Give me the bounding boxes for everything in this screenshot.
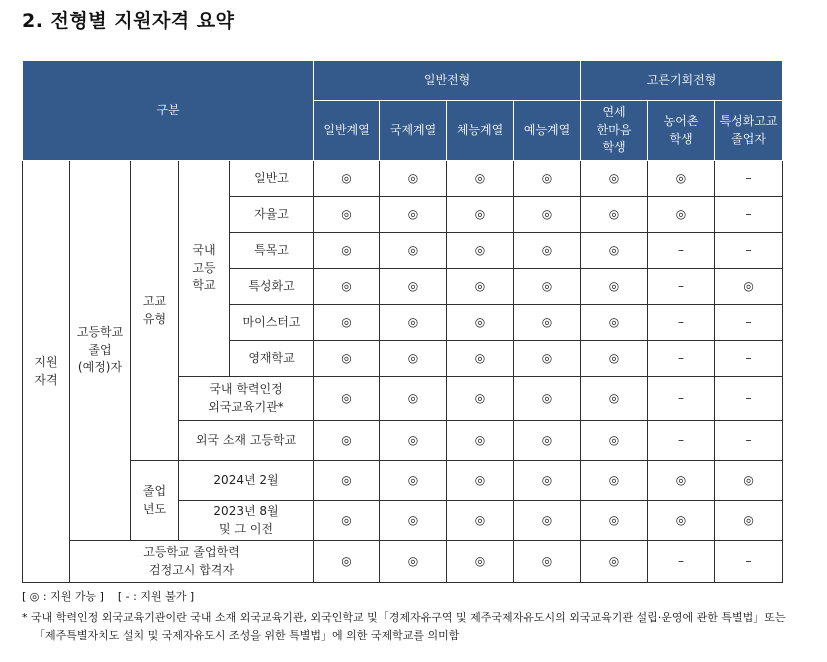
table-row (23, 461, 783, 501)
availability-cell: ◎ (380, 501, 447, 541)
table-row (23, 161, 783, 197)
col-header: 예능계열 (514, 101, 581, 161)
availability-cell: ◎ (380, 421, 447, 461)
availability-cell: – (648, 341, 715, 377)
row-label: 국내 학력인정 외국교육기관* (179, 377, 314, 421)
availability-cell: ◎ (581, 341, 648, 377)
header-category: 구분 (23, 61, 314, 161)
availability-cell: ◎ (581, 421, 648, 461)
availability-cell: ◎ (715, 269, 783, 305)
availability-cell: ◎ (447, 541, 514, 583)
availability-cell: ◎ (648, 161, 715, 197)
label-grad-year: 졸업 년도 (131, 461, 179, 541)
availability-cell: ◎ (380, 233, 447, 269)
availability-cell: ◎ (514, 233, 581, 269)
row-label: 2024년 2월 (179, 461, 314, 501)
availability-cell: ◎ (447, 161, 514, 197)
availability-cell: ◎ (514, 305, 581, 341)
availability-cell: ◎ (514, 461, 581, 501)
availability-cell: ◎ (514, 421, 581, 461)
availability-cell: ◎ (447, 233, 514, 269)
availability-cell: ◎ (514, 377, 581, 421)
availability-cell: – (715, 197, 783, 233)
availability-cell: ◎ (581, 461, 648, 501)
availability-cell: ◎ (314, 305, 380, 341)
availability-cell: ◎ (581, 161, 648, 197)
availability-cell: ◎ (581, 541, 648, 583)
availability-cell: ◎ (581, 305, 648, 341)
availability-cell: ◎ (581, 501, 648, 541)
availability-cell: ◎ (715, 461, 783, 501)
legend: [ ◎ : 지원 가능 ] [ - : 지원 불가 ] (22, 590, 195, 603)
availability-cell: ◎ (314, 161, 380, 197)
availability-cell: – (715, 421, 783, 461)
row-label: 일반고 (230, 161, 314, 197)
availability-cell: ◎ (447, 461, 514, 501)
availability-cell: ◎ (447, 305, 514, 341)
availability-cell: – (648, 377, 715, 421)
availability-cell: ◎ (314, 197, 380, 233)
availability-cell: ◎ (581, 377, 648, 421)
availability-cell: ◎ (314, 377, 380, 421)
availability-cell: – (648, 541, 715, 583)
availability-cell: ◎ (447, 341, 514, 377)
header-group-general: 일반전형 (314, 61, 581, 101)
availability-cell: ◎ (380, 197, 447, 233)
table-row (23, 541, 783, 583)
availability-cell: ◎ (380, 161, 447, 197)
availability-cell: ◎ (648, 501, 715, 541)
row-label: 2023년 8월 및 그 이전 (179, 501, 314, 541)
availability-cell: ◎ (447, 269, 514, 305)
col-header: 국제계열 (380, 101, 447, 161)
availability-cell: ◎ (447, 197, 514, 233)
row-label-ged: 고등학교 졸업학력 검정고시 합격자 (70, 541, 314, 583)
availability-cell: ◎ (314, 501, 380, 541)
availability-cell: ◎ (648, 197, 715, 233)
availability-cell: – (648, 305, 715, 341)
row-label: 특성화고 (230, 269, 314, 305)
availability-cell: ◎ (314, 269, 380, 305)
label-hs-graduate: 고등학교 졸업 (예정)자 (70, 161, 131, 541)
availability-cell: ◎ (380, 269, 447, 305)
availability-cell: ◎ (380, 305, 447, 341)
availability-cell: – (715, 161, 783, 197)
row-label: 외국 소재 고등학교 (179, 421, 314, 461)
availability-cell: – (648, 233, 715, 269)
availability-cell: – (715, 377, 783, 421)
availability-cell: – (648, 269, 715, 305)
availability-cell: ◎ (581, 197, 648, 233)
availability-cell: – (715, 233, 783, 269)
label-school-type: 고교 유형 (131, 161, 179, 461)
col-header: 체능계열 (447, 101, 514, 161)
availability-cell: – (715, 305, 783, 341)
availability-cell: ◎ (380, 341, 447, 377)
availability-cell: ◎ (514, 501, 581, 541)
table-body (23, 161, 783, 583)
section-title: 2. 전형별 지원자격 요약 (22, 10, 235, 32)
availability-cell: – (715, 541, 783, 583)
availability-cell: ◎ (581, 269, 648, 305)
col-header: 특성화고교 졸업자 (715, 101, 783, 161)
availability-cell: – (715, 341, 783, 377)
label-eligibility: 지원 자격 (23, 161, 70, 583)
eligibility-table (22, 60, 783, 583)
availability-cell: ◎ (314, 541, 380, 583)
availability-cell: ◎ (715, 501, 783, 541)
row-label: 특목고 (230, 233, 314, 269)
col-header: 농어촌 학생 (648, 101, 715, 161)
availability-cell: ◎ (314, 233, 380, 269)
availability-cell: ◎ (447, 377, 514, 421)
col-header: 연세 한마음 학생 (581, 101, 648, 161)
availability-cell: ◎ (380, 541, 447, 583)
col-header: 일반계열 (314, 101, 380, 161)
availability-cell: – (648, 421, 715, 461)
availability-cell: ◎ (447, 501, 514, 541)
availability-cell: ◎ (514, 197, 581, 233)
availability-cell: ◎ (314, 461, 380, 501)
availability-cell: ◎ (380, 461, 447, 501)
row-label: 영재학교 (230, 341, 314, 377)
footnote-line-2: 「제주특별자치도 설치 및 국제자유도시 조성을 위한 특별법」에 의한 국제학교를 의미함 (34, 629, 460, 642)
header-group-equal: 고른기회전형 (581, 61, 783, 101)
row-label: 자율고 (230, 197, 314, 233)
availability-cell: ◎ (447, 421, 514, 461)
availability-cell: ◎ (514, 541, 581, 583)
availability-cell: ◎ (648, 461, 715, 501)
row-label: 마이스터고 (230, 305, 314, 341)
availability-cell: ◎ (581, 233, 648, 269)
availability-cell: ◎ (514, 269, 581, 305)
availability-cell: ◎ (514, 161, 581, 197)
availability-cell: ◎ (314, 421, 380, 461)
availability-cell: ◎ (514, 341, 581, 377)
availability-cell: ◎ (314, 341, 380, 377)
label-domestic-hs: 국내 고등 학교 (179, 161, 230, 377)
availability-cell: ◎ (380, 377, 447, 421)
footnote-line-1: * 국내 학력인정 외국교육기관이란 국내 소재 외국교육기관, 외국인학교 및「경제자유구역 및 제주국제자유도시의 외국교육기관 설립·운영에 관한 특별법」또는 (22, 611, 786, 624)
